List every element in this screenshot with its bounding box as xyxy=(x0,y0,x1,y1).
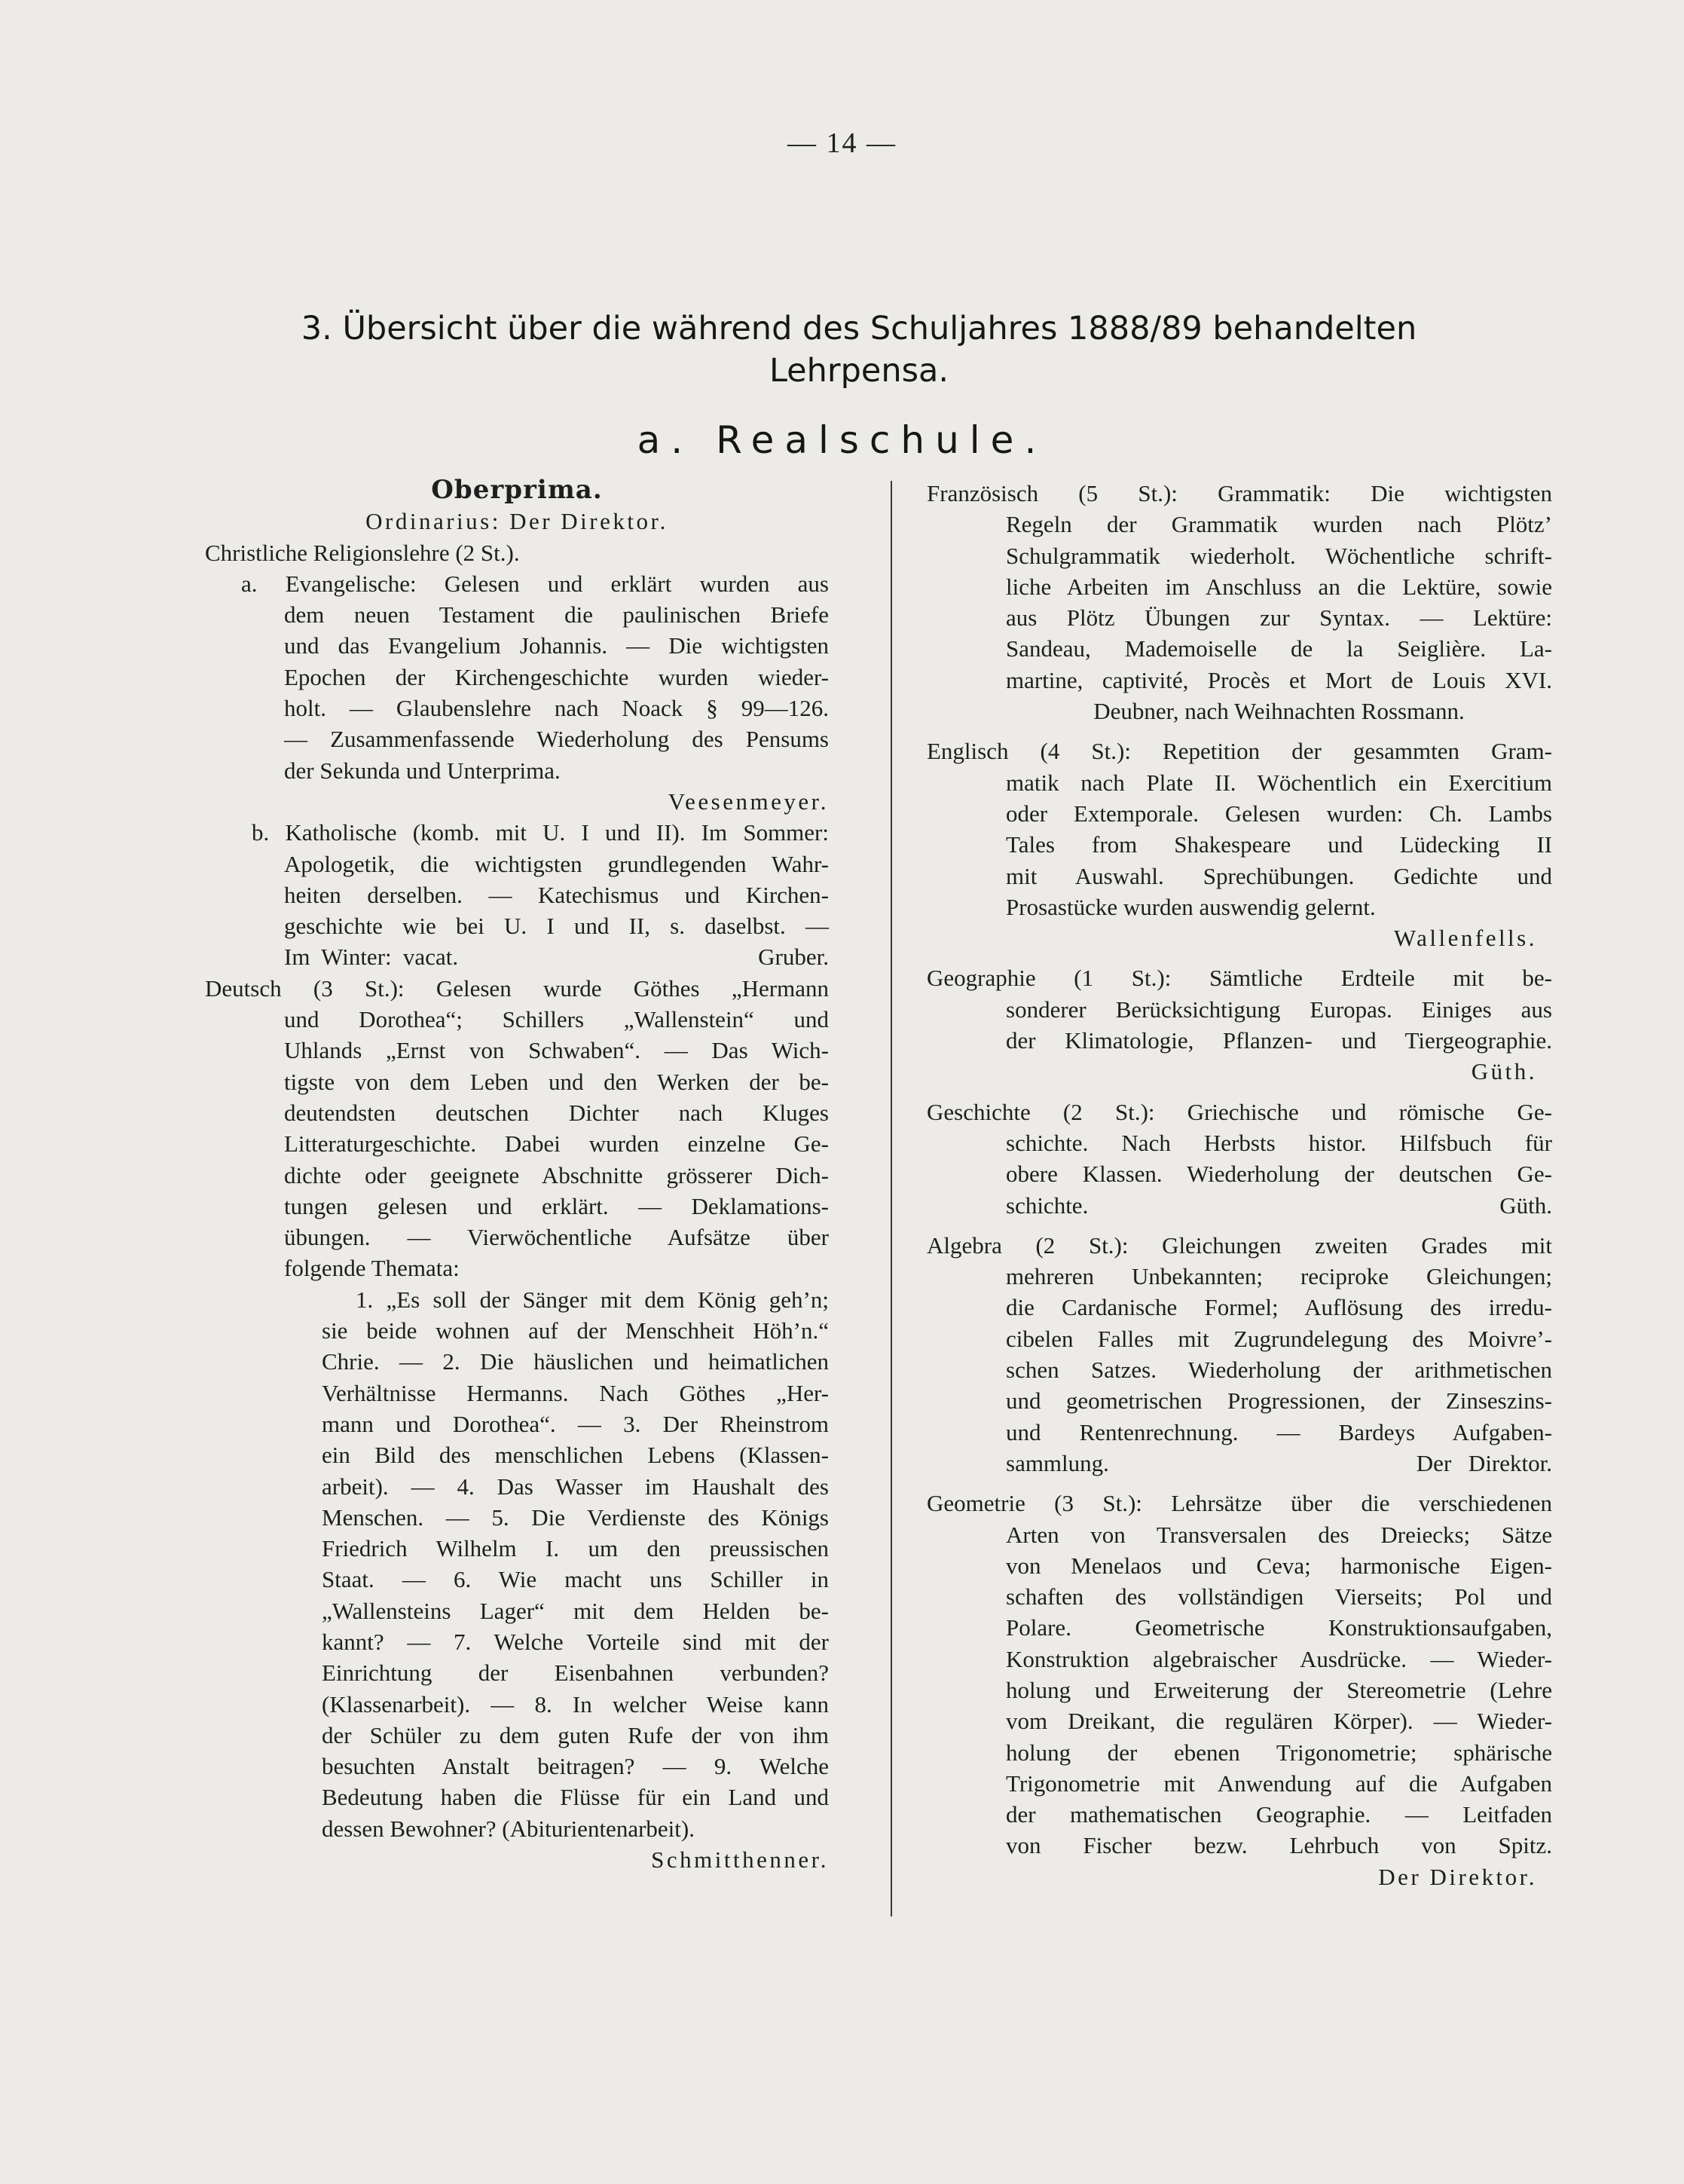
paragraph-gap xyxy=(927,953,1552,962)
left-column-line: und das Evangelium Johannis. — Die wichtigsten xyxy=(284,632,829,659)
left-column-line: Litteraturgeschichte. Dabei wurden einzelne Ge- xyxy=(284,1130,829,1158)
right-column-line: Der Direktor. xyxy=(1378,1863,1537,1890)
main-heading xyxy=(249,307,1469,392)
left-column-line: übungen. — Vierwöchentliche Aufsätze über xyxy=(284,1224,829,1251)
right-column-line: Französisch (5 St.): Grammatik: Die wichtigsten xyxy=(927,480,1552,506)
main-heading-line-2: Lehrpensa. xyxy=(769,352,949,390)
right-column-line: Sandeau, Mademoiselle de la Seiglière. La- xyxy=(1006,635,1552,662)
right-column-line: Regeln der Grammatik wurden nach Plötz’ xyxy=(1006,511,1552,538)
left-column-line: folgende Themata: xyxy=(284,1255,460,1282)
left-column-line: „Wallensteins Lager“ mit dem Helden be- xyxy=(322,1597,829,1624)
left-column-line: dem neuen Testament die paulinischen Briefe xyxy=(284,601,829,629)
left-column-line: holt. — Glaubenslehre nach Noack § 99—126. xyxy=(284,695,829,722)
right-column-line: Wallenfells. xyxy=(1393,925,1537,952)
right-column-line: Schulgrammatik wiederholt. Wöchentliche schrift- xyxy=(1006,542,1552,569)
right-column-line: Trigonometrie mit Anwendung auf die Aufgaben xyxy=(1006,1770,1552,1797)
left-column-line: Staat. — 6. Wie macht uns Schiller in xyxy=(322,1566,829,1593)
right-column-line: Algebra (2 St.): Gleichungen zweiten Grades mit xyxy=(927,1231,1552,1259)
left-column-line: Einrichtung der Eisenbahnen verbunden? xyxy=(322,1659,829,1687)
paragraph-gap xyxy=(927,1087,1552,1097)
right-column-line: obere Klassen. Wiederholung der deutschen Ge- xyxy=(1006,1161,1552,1188)
left-column-line: Friedrich Wilhelm I. um den preussischen xyxy=(322,1535,829,1562)
left-column-line: der Sekunda und Unterprima. xyxy=(284,757,561,784)
left-column-line: Bedeutung haben die Flüsse für ein Land und xyxy=(322,1784,829,1811)
right-column-line: Polare. Geometrische Konstruktionsaufgaben, xyxy=(1006,1614,1552,1641)
left-column-line: — Zusammenfassende Wiederholung des Pensums xyxy=(284,726,829,753)
right-column-line: und geometrischen Progressionen, der Zinseszins- xyxy=(1006,1387,1552,1415)
right-column-line: Güth. xyxy=(1471,1058,1537,1085)
right-column xyxy=(927,478,1552,1892)
right-column-line: Prosastücke wurden auswendig gelernt. xyxy=(1006,893,1376,920)
right-column-line: und Rentenrechnung. — Bardeys Aufgaben- xyxy=(1006,1418,1552,1445)
right-column-line: holung und Erweiterung der Stereometrie (Lehre xyxy=(1006,1676,1552,1703)
right-column-line: schichte. Nach Herbsts histor. Hilfsbuch für xyxy=(1006,1129,1552,1156)
right-column-line: schaften des vollständigen Vierseits; Pol und xyxy=(1006,1583,1552,1610)
right-column-line: matik nach Plate II. Wöchentlich ein Exercitium xyxy=(1006,769,1552,796)
page-number: — 14 — xyxy=(787,127,897,159)
right-column-line: Geometrie (3 St.): Lehrsätze über die verschiedenen xyxy=(927,1490,1552,1517)
left-column-line: sie beide wohnen auf der Menschheit Höh’n.“ xyxy=(322,1317,829,1344)
right-column-line: mehreren Unbekannten; reciproke Gleichungen; xyxy=(1006,1263,1552,1290)
left-column-line: Menschen. — 5. Die Verdienste des Königs xyxy=(322,1503,829,1531)
left-column-line: Uhlands „Ernst von Schwaben“. — Das Wich- xyxy=(284,1037,829,1064)
left-column-line: Schmitthenner. xyxy=(651,1846,829,1874)
right-column-line: oder Extemporale. Gelesen wurden: Ch. Lambs xyxy=(1006,800,1552,827)
right-column-line: Arten von Transversalen des Dreiecks; Sätze xyxy=(1006,1521,1552,1548)
right-column-line: schen Satzes. Wiederholung der arithmetischen xyxy=(1006,1357,1552,1384)
left-column-line: deutendsten deutschen Dichter nach Kluges xyxy=(284,1099,829,1126)
left-column-line: geschichte wie bei U. I und II, s. daselbst. — xyxy=(284,913,829,940)
left-column-line: Apologetik, die wichtigsten grundlegenden Wahr- xyxy=(284,850,829,877)
right-column-line: Geschichte (2 St.): Griechische und römische Ge- xyxy=(927,1098,1552,1125)
left-column-line: der Schüler zu dem guten Rufe der von ihm xyxy=(322,1721,829,1748)
left-column-line: ein Bild des menschlichen Lebens (Klassen- xyxy=(322,1442,829,1469)
left-column-line: 1. „Es soll der Sänger mit dem König geh’n; xyxy=(356,1286,829,1313)
right-column-line: Deubner, nach Weihnachten Rossmann. xyxy=(1093,698,1465,725)
right-column-line: liche Arbeiten im Anschluss an die Lektüre, sowie xyxy=(1006,573,1552,600)
left-column-line: mann und Dorothea“. — 3. Der Rheinstrom xyxy=(322,1410,829,1437)
right-column-line: Englisch (4 St.): Repetition der gesammten Gram- xyxy=(927,738,1552,765)
left-column-line: a. Evangelische: Gelesen und erklärt wurden aus xyxy=(241,570,829,597)
left-column-line: Veesenmeyer. xyxy=(668,788,829,815)
left-column-line: tungen gelesen und erklärt. — Deklamations- xyxy=(284,1192,829,1219)
left-column-line: und Dorothea“; Schillers „Wallenstein“ und xyxy=(284,1006,829,1033)
right-column-line: Konstruktion algebraischer Ausdrücke. — Wieder- xyxy=(1006,1645,1552,1672)
right-column-line: der Klimatologie, Pflanzen- und Tiergeographie. xyxy=(1006,1027,1552,1054)
paragraph-gap xyxy=(927,726,1552,736)
right-column-line: aus Plötz Übungen zur Syntax. — Lektüre: xyxy=(1006,604,1552,632)
right-column-line: von Fischer bezw. Lehrbuch von Spitz. xyxy=(1006,1832,1552,1859)
right-column-line: von Menelaos und Ceva; harmonische Eigen- xyxy=(1006,1552,1552,1579)
left-column-line: b. Katholische (komb. mit U. I und II). Im Sommer: xyxy=(252,819,829,846)
left-column-line: Chrie. — 2. Die häuslichen und heimatlichen xyxy=(322,1348,829,1375)
right-column-line: mit Auswahl. Sprechübungen. Gedichte und xyxy=(1006,862,1552,889)
left-column-line: Verhältnisse Hermanns. Nach Göthes „Her- xyxy=(322,1379,829,1406)
right-column-line: holung der ebenen Trigonometrie; sphärische xyxy=(1006,1739,1552,1766)
paragraph-gap xyxy=(927,1479,1552,1488)
left-column-line: Deutsch (3 St.): Gelesen wurde Göthes „Hermann xyxy=(205,974,829,1002)
right-column-line: schichte. Güth. xyxy=(1006,1191,1552,1219)
left-column-line: Ordinarius: Der Direktor. xyxy=(365,508,668,535)
section-heading: a. Realschule. xyxy=(637,418,1047,462)
left-column-line: arbeit). — 4. Das Wasser im Haushalt des xyxy=(322,1473,829,1500)
right-column-line: cibelen Falles mit Zugrundelegung des Moivre’- xyxy=(1006,1325,1552,1352)
left-column xyxy=(205,475,829,1875)
left-column-line: Epochen der Kirchengeschichte wurden wieder- xyxy=(284,663,829,690)
left-column-line: (Klassenarbeit). — 8. In welcher Weise kann xyxy=(322,1690,829,1718)
right-column-line: vom Dreikant, die regulären Körper). — Wieder- xyxy=(1006,1708,1552,1735)
left-column-line: dessen Bewohner? (Abiturientenarbeit). xyxy=(322,1815,695,1842)
left-column-line: dichte oder geeignete Abschnitte grösserer Dich- xyxy=(284,1161,829,1188)
paragraph-gap xyxy=(927,1221,1552,1230)
right-column-line: der mathematischen Geographie. — Leitfaden xyxy=(1006,1801,1552,1828)
left-column-line: Christliche Religionslehre (2 St.). xyxy=(205,539,520,566)
left-column-line: Oberprima. xyxy=(431,475,603,505)
left-column-line: besuchten Anstalt beitragen? — 9. Welche xyxy=(322,1753,829,1780)
right-column-line: Geographie (1 St.): Sämtliche Erdteile mit be- xyxy=(927,965,1552,992)
main-heading-line-1: 3. Übersicht über die während des Schuljahres 1888/89 behandelten xyxy=(301,310,1417,347)
right-column-line: sammlung. Der Direktor. xyxy=(1006,1449,1552,1476)
left-column-line: tigste von dem Leben und den Werken der be- xyxy=(284,1068,829,1095)
right-column-line: Tales from Shakespeare und Lüdecking II xyxy=(1006,831,1552,858)
column-divider xyxy=(891,481,892,1916)
left-column-line: Im Winter: vacat. Gruber. xyxy=(284,944,829,971)
right-column-line: sonderer Berücksichtigung Europas. Einiges aus xyxy=(1006,996,1552,1023)
left-column-line: heiten derselben. — Katechismus und Kirchen- xyxy=(284,881,829,908)
right-column-line: martine, captivité, Procès et Mort de Louis XVI. xyxy=(1006,666,1552,693)
right-column-line: die Cardanische Formel; Auflösung des irredu- xyxy=(1006,1294,1552,1321)
left-column-line: kannt? — 7. Welche Vorteile sind mit der xyxy=(322,1628,829,1655)
